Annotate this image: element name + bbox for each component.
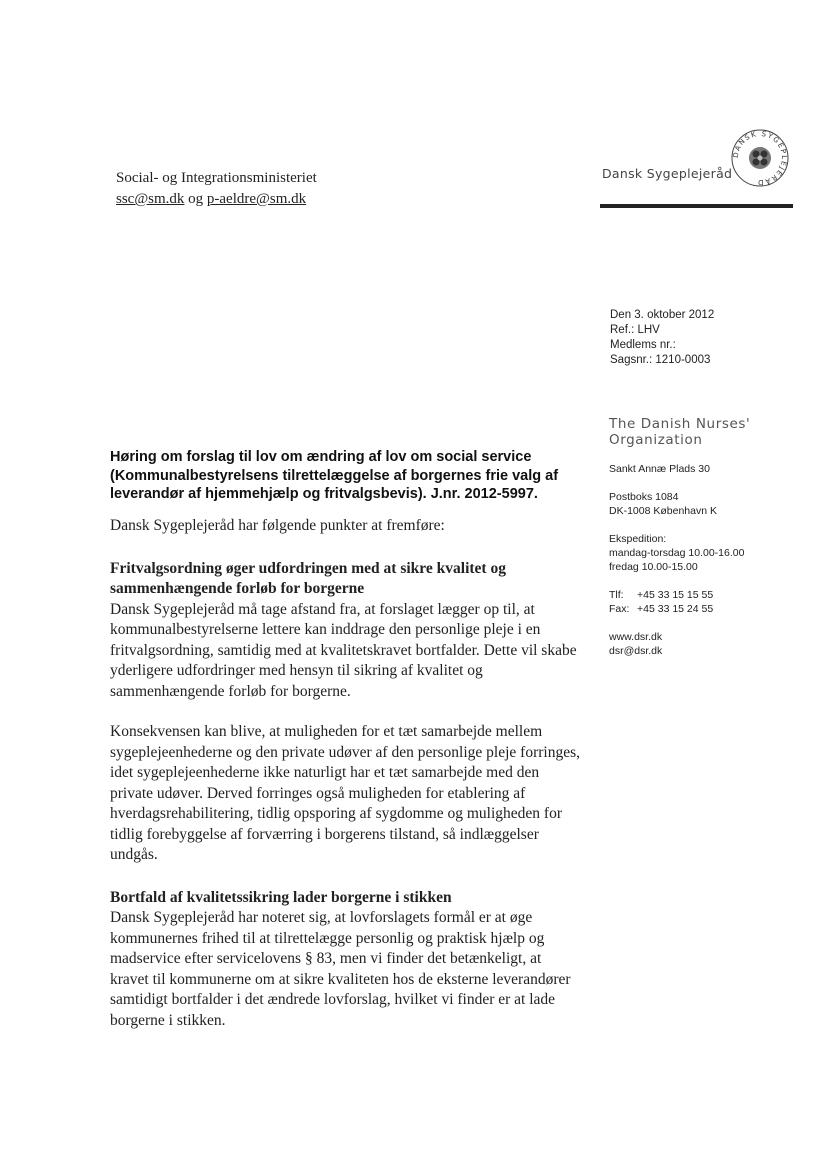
letter-subject: Høring om forslag til lov om ændring af lov om social service (Kommunalbestyrelsens tilrettelæggelse af borgernes frie valg af leverandør af hjemmehjælp og fritvalgsbevis). J.nr. 2012-5997.: [110, 449, 559, 502]
recipient-name: Social- og Integrationsministeriet: [116, 170, 317, 186]
letter-meta: [610, 308, 714, 368]
sidebar-contact: [609, 416, 809, 658]
phone-row: [609, 588, 809, 602]
fax-label: Fax:: [609, 603, 630, 615]
letter-body: [110, 516, 580, 1031]
hours-weekdays: mandag-torsdag 10.00-16.00: [609, 547, 745, 559]
meta-member: Medlems nr.:: [610, 339, 676, 351]
recipient-block: [116, 168, 317, 210]
street-address: Sankt Annæ Plads 30: [609, 463, 710, 475]
body-paragraph-1: Dansk Sygeplejeråd må tage afstand fra, at forslaget lægger op til, at kommunalbestyrelserne lettere kan inddrage den personlige pleje i en fritvalgsordning, samtidig med at kvalitetskravet bortfalder. Dette vil skabe yderligere udfordringer med hensyn til sikring af kvalitet og sammenhængende forløb for borgerne.: [110, 600, 577, 700]
recipient-email-ssc[interactable]: ssc@sm.dk: [116, 191, 185, 207]
address-block: [609, 462, 809, 476]
hours-label: Ekspedition:: [609, 533, 667, 545]
org-english-name-line2: Organization: [609, 432, 703, 448]
recipient-connector: og: [188, 191, 204, 207]
section-heading-2: Bortfald af kvalitetssikring lader borgerne i stikken: [110, 888, 452, 906]
fax-number: +45 33 15 24 55: [637, 603, 714, 615]
section-heading-1: Fritvalgsordning øger udfordringen med at sikre kvalitet og sammenhængende forløb for borgerne: [110, 559, 506, 597]
fax-row: [609, 602, 809, 616]
dsr-seal-logo: [730, 128, 790, 188]
city: DK-1008 København K: [609, 505, 717, 517]
phone-number: +45 33 15 15 55: [637, 589, 714, 601]
letterhead-rule: [600, 204, 793, 208]
postbox: Postboks 1084: [609, 491, 679, 503]
recipient-emails: [116, 189, 317, 210]
phone-block: [609, 588, 809, 616]
phone-label: Tlf:: [609, 589, 624, 601]
meta-date: Den 3. oktober 2012: [610, 309, 715, 321]
body-paragraph-2: Konsekvensen kan blive, at muligheden for et tæt samarbejde mellem sygeplejeenhederne og den private udøver af den personlige pleje forringes, idet sygeplejeenhederne ikke naturligt har et tæt samarbejde med den private udøver. Derved forringes også muligheden for etablering af hverdagsrehabilitering, tidlig opsporing af sygdomme og muligheden for tidlig forebyggelse af forværring i borgerens tilstand, så indlæggelser undgås.: [110, 723, 580, 863]
svg-text:DANSK SYGEPLEJERÅD: DANSK SYGEPLEJERÅD: [731, 129, 789, 187]
body-paragraph-3: Dansk Sygeplejeråd har noteret sig, at lovforslagets formål er at øge kommunernes frihed til at tilrettelægge personlig og praktisk hjælp og madservice efter servicelovens § 83, men vi finder det betænkeligt, at kravet til kommunerne om at sikre kvaliteten hos de eksterne leverandører samtidigt bortfalder i det ændrede lovforslag, hvilket vi finder er at lade borgerne i stikken.: [110, 909, 571, 1029]
postbox-block: [609, 490, 809, 518]
meta-ref: Ref.: LHV: [610, 324, 660, 336]
web-block: [609, 630, 809, 658]
letterhead-org-name: Dansk Sygeplejeråd: [602, 166, 733, 181]
email-link[interactable]: dsr@dsr.dk: [609, 645, 663, 657]
website-link[interactable]: www.dsr.dk: [609, 631, 663, 643]
hours-friday: fredag 10.00-15.00: [609, 561, 698, 573]
recipient-email-aeldre[interactable]: p-aeldre@sm.dk: [206, 191, 307, 207]
intro-paragraph: Dansk Sygeplejeråd har følgende punkter at fremføre:: [110, 517, 445, 534]
meta-case: Sagsnr.: 1210-0003: [610, 354, 711, 366]
org-english-name-line1: The Danish Nurses': [609, 416, 751, 432]
hours-block: [609, 532, 809, 574]
